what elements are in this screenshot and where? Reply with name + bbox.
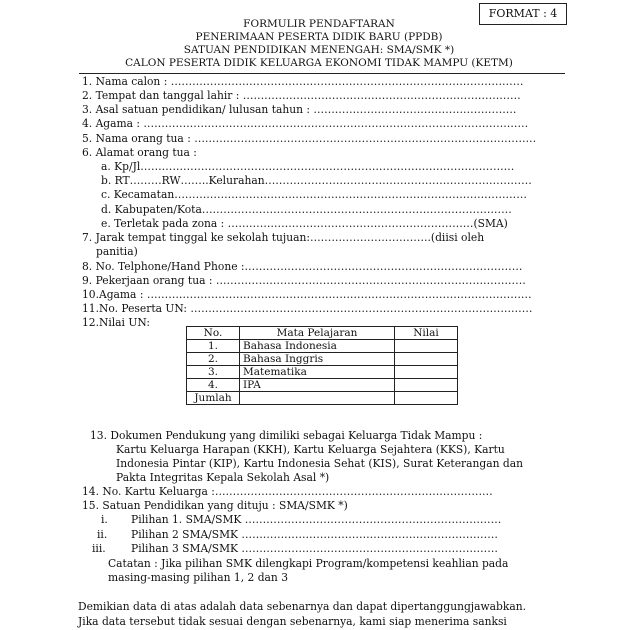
header-no: No. — [187, 327, 240, 340]
field-alamat-zona: e. Terletak pada zona : ……………………………………………………………(SMA) — [101, 217, 508, 230]
item13-title: 13. Dokumen Pendukung yang dimiliki sebagai Keluarga Tidak Mampu : — [90, 429, 483, 442]
item13-line2: Kartu Keluarga Harapan (KKH), Kartu Keluarga Sejahtera (KKS), Kartu — [116, 443, 505, 456]
row-subject: IPA — [240, 379, 395, 392]
closing-statement-line1: Demikian data di atas adalah data sebenarnya dan dapat dipertanggungjawabkan. — [78, 600, 526, 613]
field-tempat-tanggal-lahir: 2. Tempat dan tanggal lahir : …………………………………………………………………… — [82, 89, 521, 102]
field-agama-orang-tua: 10.Agama : ……………………………………………………………………………………………… — [82, 288, 532, 301]
row-subject: Bahasa Inggris — [240, 353, 395, 366]
row-no: 1. — [187, 340, 240, 353]
field-alamat-rt-rw: b. RT………RW……..Kelurahan………………………………………………………………… — [101, 174, 532, 187]
format-label: FORMAT : 4 — [479, 3, 567, 25]
field-alamat-orang-tua: 6. Alamat orang tua : — [82, 146, 197, 159]
form-title: FORMULIR PENDAFTARAN — [243, 18, 395, 30]
field-agama: 4. Agama : ……………………………………………………………………………………………… — [82, 117, 529, 130]
note-line1: Catatan : Jika pilihan SMK dilengkapi Program/kompetensi keahlian pada — [108, 557, 509, 570]
field-pekerjaan-orang-tua: 9. Pekerjaan orang tua : …………………………………………………………………………… — [82, 274, 526, 287]
form-subtitle-unit: SATUAN PENDIDIKAN MENENGAH: SMA/SMK *) — [183, 44, 455, 56]
row-no: 4. — [187, 379, 240, 392]
choice-number: ii. — [97, 528, 108, 541]
field-no-peserta-un: 11.No. Peserta UN: …………………………………………………………………………………… — [82, 302, 533, 315]
choice-number: i. — [101, 513, 108, 526]
row-value-input[interactable] — [395, 340, 458, 353]
closing-statement-line2: Jika data tersebut tidak sesuai dengan sebenarnya, kami siap menerima sanksi — [78, 615, 507, 628]
field-no-kartu-keluarga: 14. No. Kartu Keluarga :…………………………………………………………………… — [82, 485, 493, 498]
choice-pilihan-3: Pilihan 3 SMA/SMK ……………………………………………………………… — [131, 542, 498, 555]
form-subtitle-ppdb: PENERIMAAN PESERTA DIDIK BARU (PPDB) — [195, 31, 443, 43]
field-nama-calon: 1. Nama calon : ……………………………………………………………………………………… — [82, 75, 524, 88]
total-label: Jumlah — [187, 392, 240, 405]
total-subject-cell — [240, 392, 395, 405]
item13-line3: Indonesia Pintar (KIP), Kartu Indonesia Sehat (KIS), Surat Keterangan dan — [116, 457, 523, 470]
header-mata-pelajaran: Mata Pelajaran — [240, 327, 395, 340]
form-subtitle-ketm: CALON PESERTA DIDIK KELUARGA EKONOMI TIDAK MAMPU (KETM) — [125, 57, 513, 69]
row-subject: Bahasa Indonesia — [240, 340, 395, 353]
header-nilai: Nilai — [395, 327, 458, 340]
note-line2: masing-masing pilihan 1, 2 dan 3 — [108, 571, 288, 584]
field-telephone: 8. No. Telphone/Hand Phone :…………………………………………………………………… — [82, 260, 523, 273]
row-value-input[interactable] — [395, 353, 458, 366]
row-value-input[interactable] — [395, 366, 458, 379]
field-nilai-un: 12.Nilai UN: — [82, 316, 150, 329]
item13-line4: Pakta Integritas Kepala Sekolah Asal *) — [116, 471, 330, 484]
choice-number: iii. — [92, 542, 106, 555]
row-subject: Matematika — [240, 366, 395, 379]
table-row — [187, 340, 458, 353]
header-divider — [79, 73, 565, 74]
table-row — [187, 366, 458, 379]
field-nama-orang-tua: 5. Nama orang tua : …………………………………………………………………………………… — [82, 132, 537, 145]
grades-table — [186, 326, 458, 405]
row-no: 2. — [187, 353, 240, 366]
table-header-row — [187, 327, 458, 340]
field-jarak-note: panitia) — [96, 245, 138, 258]
field-jarak-tempat-tinggal: 7. Jarak tempat tinggal ke sekolah tujuan:…………………………….(diisi oleh — [82, 231, 485, 244]
row-value-input[interactable] — [395, 379, 458, 392]
total-value-input[interactable] — [395, 392, 458, 405]
field-alamat-kabupaten: d. Kabupaten/Kota…………………………………………………………………………… — [101, 203, 512, 216]
table-row — [187, 379, 458, 392]
table-total-row — [187, 392, 458, 405]
field-satuan-pendidikan: 15. Satuan Pendidikan yang dituju : SMA/SMK *) — [82, 499, 348, 512]
field-alamat-kecamatan: c. Kecamatan……………………………………………………………………………………… — [101, 188, 527, 201]
choice-pilihan-1: Pilihan 1. SMA/SMK ……………………………………………………………… — [131, 513, 502, 526]
table-row — [187, 353, 458, 366]
row-no: 3. — [187, 366, 240, 379]
field-asal-sekolah: 3. Asal satuan pendidikan/ lulusan tahun : ………………………………………………… — [82, 103, 517, 116]
choice-pilihan-2: Pilihan 2 SMA/SMK ……………………………………………………………… — [131, 528, 498, 541]
field-alamat-jalan: a. Kp/Jl…………………………………………………………………………………………… — [101, 160, 515, 173]
